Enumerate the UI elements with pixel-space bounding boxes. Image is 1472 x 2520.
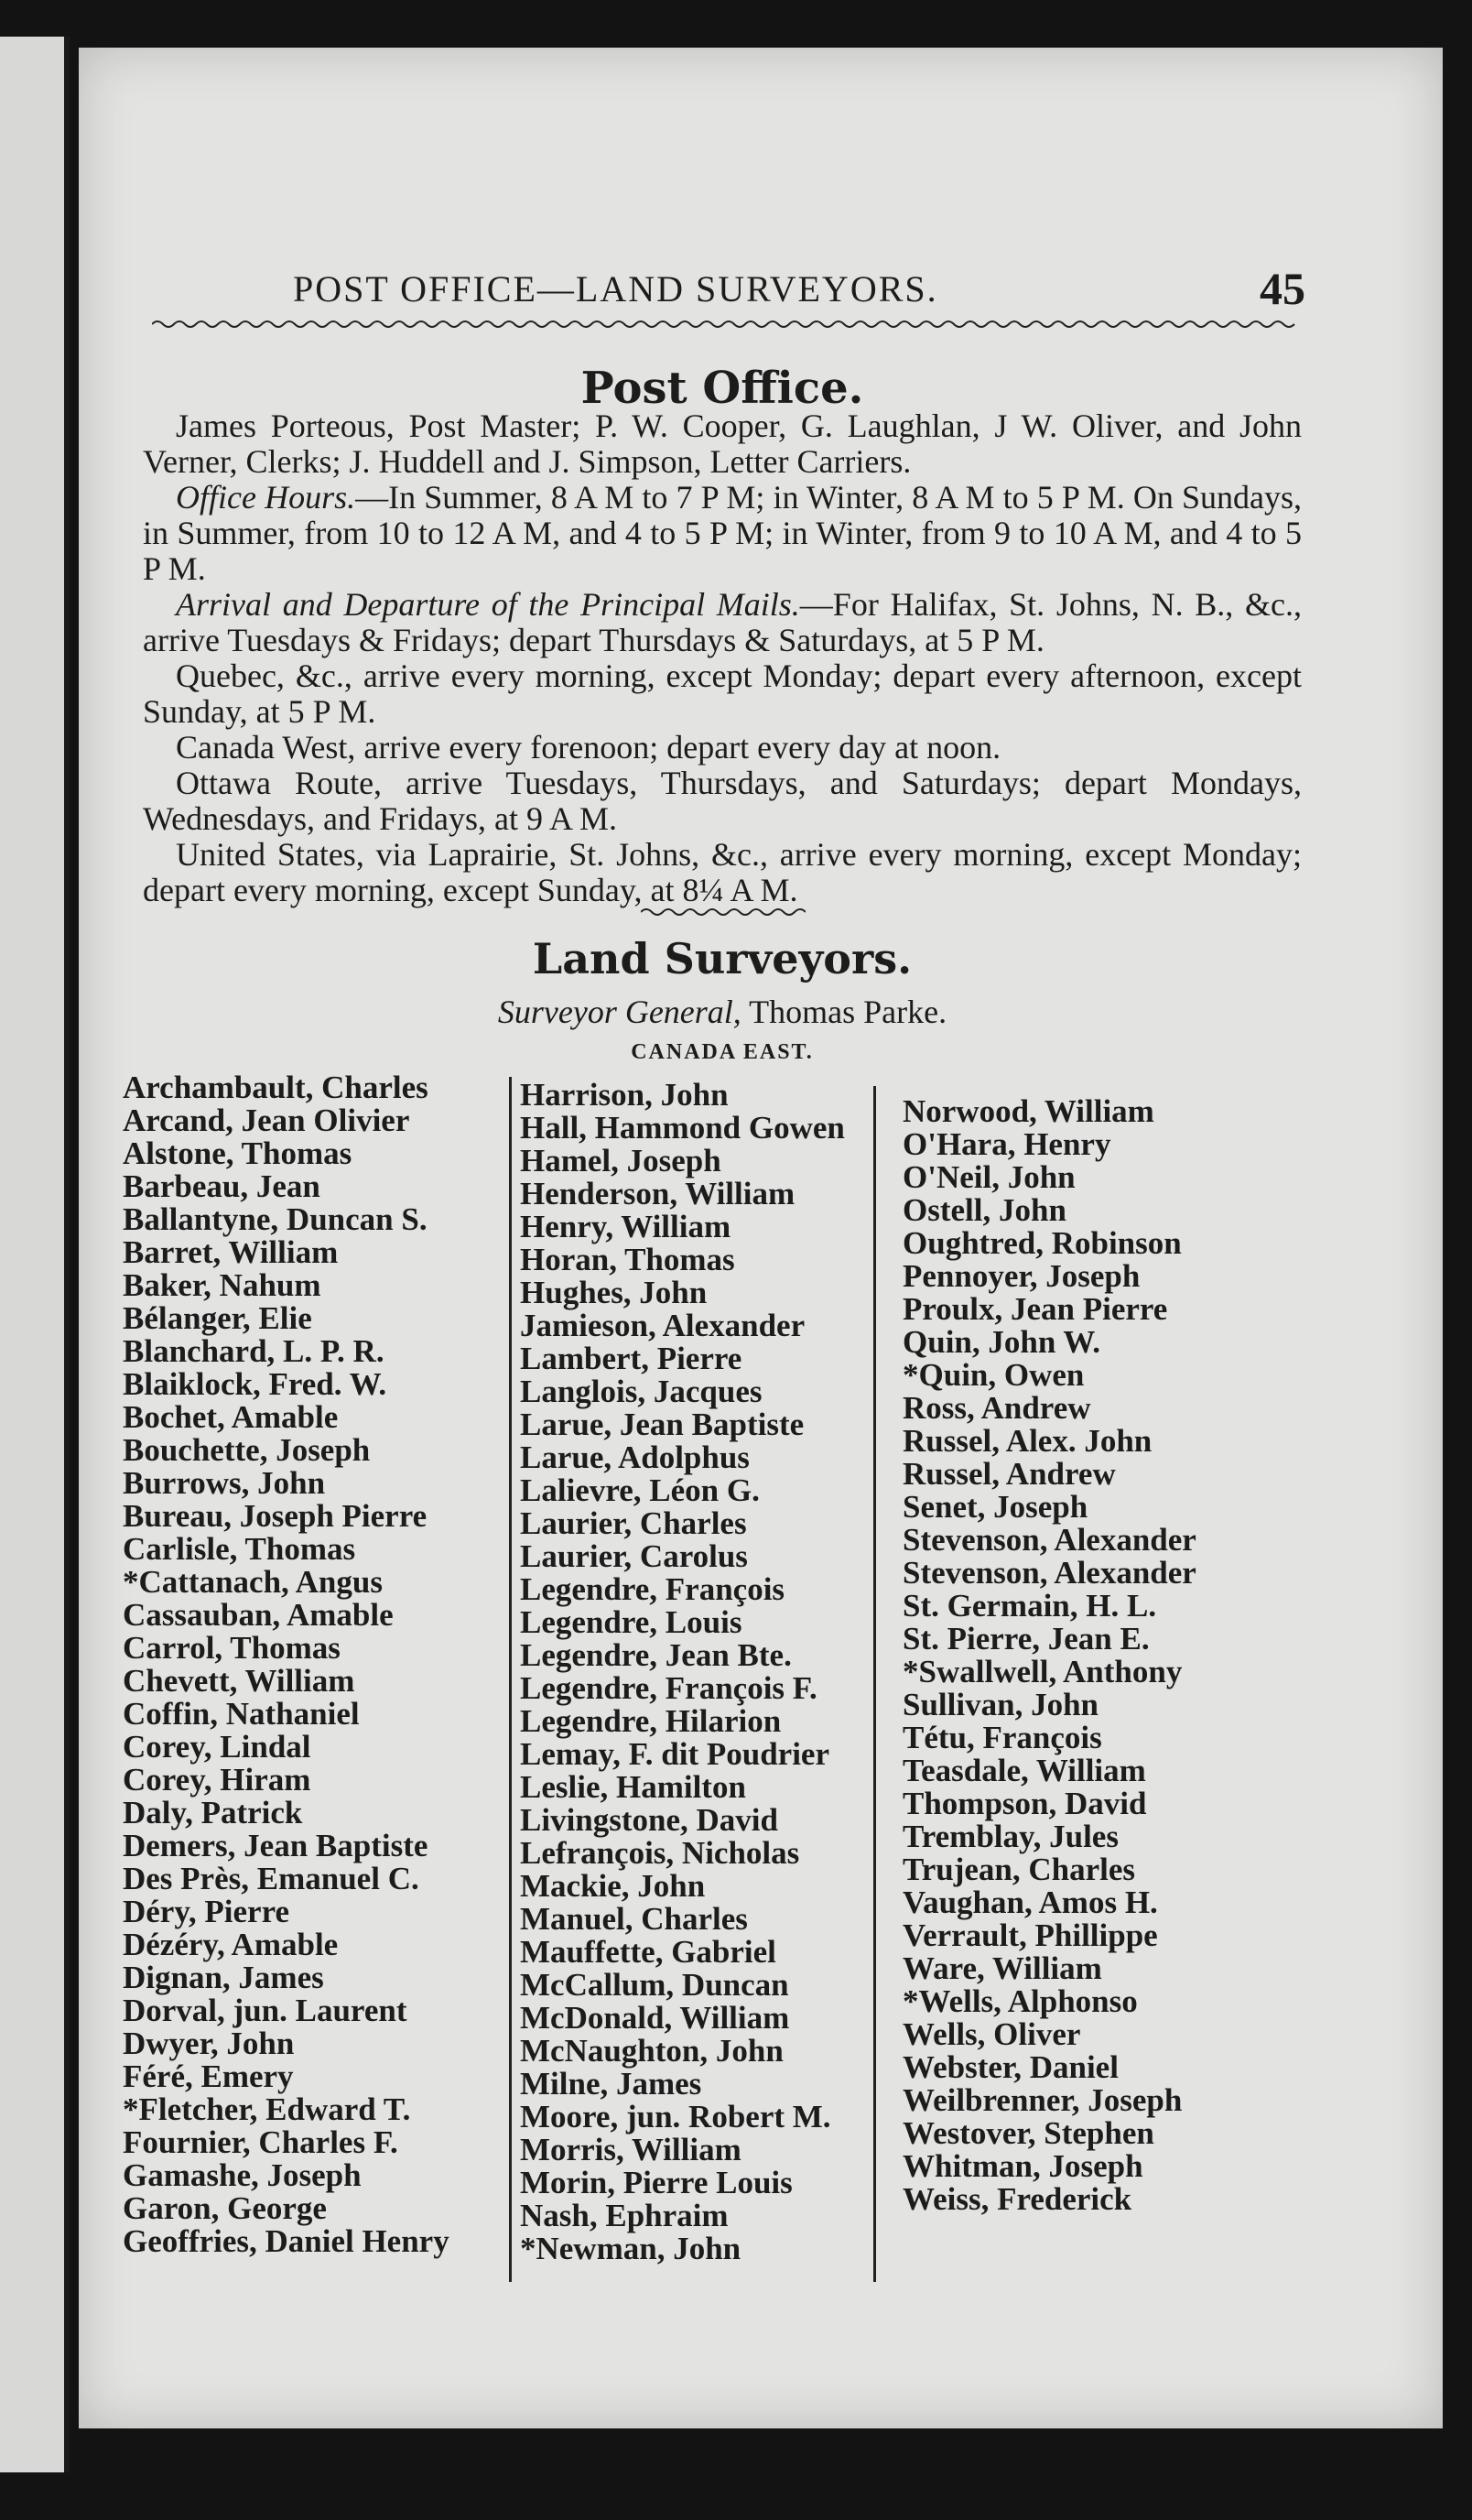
- surveyor-name: Chevett, William: [123, 1663, 355, 1699]
- surveyor-name: Ross, Andrew: [903, 1390, 1091, 1426]
- surveyor-name: *Cattanach, Angus: [123, 1564, 383, 1600]
- surveyor-name: Bouchette, Joseph: [123, 1432, 371, 1468]
- surveyor-name: *Swallwell, Anthony: [903, 1654, 1183, 1689]
- surveyors-column-2: [520, 1079, 845, 2265]
- surveyor-name: Dwyer, John: [123, 2026, 295, 2061]
- mails-text: —For Halifax, St. Johns, N. B., &c., arrive Tuesdays & Fridays; depart Thursdays & Saturdays, at 5 P M.: [143, 586, 1302, 658]
- column-divider-1: [509, 1077, 512, 2282]
- surveyor-general-label: Surveyor General,: [497, 994, 741, 1030]
- surveyor-name: Leslie, Hamilton: [520, 1769, 746, 1805]
- facing-page-edge: [0, 37, 66, 2472]
- surveyor-name: Barbeau, Jean: [123, 1168, 320, 1204]
- surveyor-name: Lalievre, Léon G.: [520, 1472, 760, 1508]
- running-title: POST OFFICE—LAND SURVEYORS.: [293, 268, 938, 310]
- surveyor-name: Corey, Lindal: [123, 1729, 311, 1765]
- surveyor-name: St. Pierre, Jean E.: [903, 1621, 1150, 1656]
- surveyor-name: Russel, Andrew: [903, 1456, 1116, 1492]
- land-surveyors-heading: Land Surveyors.: [532, 934, 913, 983]
- post-office-section: [143, 408, 1302, 908]
- region-heading: CANADA EAST.: [631, 1040, 814, 1064]
- surveyor-name: Legendre, François: [520, 1571, 785, 1607]
- surveyor-name: Bochet, Amable: [123, 1399, 339, 1435]
- surveyor-name: Horan, Thomas: [520, 1242, 735, 1277]
- surveyor-name: Barret, William: [123, 1234, 339, 1270]
- surveyor-name: Larue, Jean Baptiste: [520, 1407, 805, 1442]
- book-spine: [64, 37, 70, 2472]
- surveyor-name: Archambault, Charles: [123, 1070, 428, 1105]
- surveyor-name: Henderson, William: [520, 1176, 796, 1211]
- surveyor-name: Dézéry, Amable: [123, 1927, 339, 1962]
- surveyor-name: Bélanger, Elie: [123, 1300, 312, 1336]
- surveyor-name: Vaughan, Amos H.: [903, 1885, 1158, 1920]
- surveyor-name: Garon, George: [123, 2190, 327, 2226]
- surveyor-name: Trujean, Charles: [903, 1852, 1136, 1887]
- surveyor-name: Quin, John W.: [903, 1324, 1100, 1360]
- surveyor-name: Ware, William: [903, 1950, 1102, 1986]
- surveyor-name: Dignan, James: [123, 1960, 324, 1995]
- surveyor-name: Arcand, Jean Olivier: [123, 1102, 410, 1138]
- surveyor-name: St. Germain, H. L.: [903, 1588, 1157, 1624]
- surveyor-name: Langlois, Jacques: [520, 1374, 763, 1409]
- mails-label: Arrival and Departure of the Principal Mails.: [176, 586, 800, 623]
- surveyor-name: Blanchard, L. P. R.: [123, 1333, 384, 1369]
- surveyor-name: Norwood, William: [903, 1093, 1154, 1129]
- surveyor-name: Geoffries, Daniel Henry: [123, 2223, 449, 2259]
- surveyor-name: Harrison, John: [520, 1077, 729, 1113]
- surveyor-name: Sullivan, John: [903, 1687, 1099, 1722]
- surveyor-name: Corey, Hiram: [123, 1762, 311, 1798]
- surveyor-name: Laurier, Carolus: [520, 1538, 748, 1574]
- mails-quebec: Quebec, &c., arrive every morning, except Monday; depart every afternoon, except Sunday, at 5 P M.: [143, 657, 1302, 730]
- surveyor-name: Whitman, Joseph: [903, 2148, 1143, 2184]
- surveyor-name: Féré, Emery: [123, 2058, 294, 2094]
- surveyor-name: Mauffette, Gabriel: [520, 1934, 776, 1970]
- surveyor-name: Fournier, Charles F.: [123, 2124, 398, 2160]
- surveyor-name: *Fletcher, Edward T.: [123, 2091, 411, 2127]
- surveyor-name: Westover, Stephen: [903, 2115, 1154, 2151]
- post-office-heading: Post Office.: [580, 363, 864, 414]
- ornamental-rule-middle: [641, 907, 806, 918]
- office-hours: [143, 480, 1302, 587]
- surveyor-name: Déry, Pierre: [123, 1894, 290, 1929]
- surveyor-name: Henry, William: [520, 1209, 731, 1244]
- office-hours-label: Office Hours.: [176, 479, 356, 516]
- surveyor-name: Demers, Jean Baptiste: [123, 1828, 428, 1863]
- surveyor-name: Morin, Pierre Louis: [520, 2165, 793, 2200]
- surveyor-name: Webster, Daniel: [903, 2049, 1119, 2085]
- surveyor-name: Carrol, Thomas: [123, 1630, 341, 1666]
- surveyor-name: *Wells, Alphonso: [903, 1983, 1138, 2019]
- surveyor-name: Tremblay, Jules: [903, 1819, 1119, 1854]
- surveyor-name: Legendre, Louis: [520, 1604, 742, 1640]
- page-number: 45: [1260, 263, 1305, 314]
- surveyor-name: Lemay, F. dit Poudrier: [520, 1736, 830, 1772]
- surveyor-name: Livingstone, David: [520, 1802, 778, 1838]
- surveyor-name: Legendre, Hilarion: [520, 1703, 782, 1739]
- surveyor-name: Ballantyne, Duncan S.: [123, 1201, 428, 1237]
- surveyor-name: Dorval, jun. Laurent: [123, 1993, 407, 2028]
- mails-canada-west: Canada West, arrive every forenoon; depart every day at noon.: [176, 729, 1001, 766]
- surveyor-name: Morris, William: [520, 2132, 741, 2167]
- mails-ottawa: Ottawa Route, arrive Tuesdays, Thursdays, and Saturdays; depart Mondays, Wednesdays, and Fridays, at 9 A M.: [143, 765, 1302, 837]
- surveyor-name: Wells, Oliver: [903, 2016, 1081, 2052]
- surveyor-name: Pennoyer, Joseph: [903, 1258, 1141, 1294]
- surveyors-column-1: [123, 1071, 449, 2258]
- surveyor-name: Legendre, François F.: [520, 1670, 817, 1706]
- surveyor-name: Lefrançois, Nicholas: [520, 1835, 800, 1871]
- mails-united-states: United States, via Laprairie, St. Johns, &c., arrive every morning, except Monday; depart every morning, except Sunday, at 8¼ A M.: [143, 836, 1302, 908]
- surveyor-name: Alstone, Thomas: [123, 1135, 352, 1171]
- surveyor-name: Legendre, Jean Bte.: [520, 1637, 792, 1673]
- mails-arrival: [143, 587, 1302, 658]
- surveyor-name: McDonald, William: [520, 2000, 790, 2036]
- surveyor-name: Gamashe, Joseph: [123, 2157, 362, 2193]
- surveyor-name: Lambert, Pierre: [520, 1341, 742, 1376]
- surveyor-name: Weilbrenner, Joseph: [903, 2082, 1183, 2118]
- surveyor-name: O'Neil, John: [903, 1159, 1076, 1195]
- surveyor-name: Proulx, Jean Pierre: [903, 1291, 1168, 1327]
- surveyor-name: Blaiklock, Fred. W.: [123, 1366, 387, 1402]
- surveyor-name: Daly, Patrick: [123, 1795, 303, 1830]
- surveyor-name: Des Près, Emanuel C.: [123, 1861, 419, 1896]
- surveyor-general: [143, 993, 1302, 1031]
- surveyors-column-3: [903, 1095, 1196, 2216]
- surveyor-name: McCallum, Duncan: [520, 1967, 789, 2003]
- ornamental-rule-top: [152, 319, 1300, 330]
- surveyor-name: Oughtred, Robinson: [903, 1225, 1182, 1261]
- column-divider-2: [873, 1086, 876, 2282]
- surveyor-name: Mackie, John: [520, 1868, 706, 1904]
- surveyor-name: Thompson, David: [903, 1786, 1147, 1821]
- surveyor-name: Laurier, Charles: [520, 1505, 747, 1541]
- surveyor-name: O'Hara, Henry: [903, 1126, 1111, 1162]
- post-office-staff: James Porteous, Post Master; P. W. Cooper, G. Laughlan, J W. Oliver, and John Verner, Clerks; J. Huddell and J. Simpson, Letter Carriers.: [143, 407, 1302, 480]
- surveyor-name: Larue, Adolphus: [520, 1439, 750, 1475]
- surveyor-name: Baker, Nahum: [123, 1267, 321, 1303]
- surveyor-name: Tétu, François: [903, 1720, 1102, 1755]
- surveyor-name: *Quin, Owen: [903, 1357, 1085, 1393]
- surveyor-name: Russel, Alex. John: [903, 1423, 1153, 1459]
- surveyor-name: Manuel, Charles: [520, 1901, 748, 1937]
- surveyor-name: Hughes, John: [520, 1275, 708, 1310]
- surveyor-name: *Newman, John: [520, 2231, 741, 2266]
- surveyor-name: Hamel, Joseph: [520, 1143, 721, 1179]
- surveyor-name: Stevenson, Alexander: [903, 1522, 1196, 1558]
- surveyor-name: Moore, jun. Robert M.: [520, 2099, 831, 2134]
- surveyor-name: McNaughton, John: [520, 2033, 784, 2069]
- surveyor-name: Ostell, John: [903, 1192, 1066, 1228]
- surveyor-name: Teasdale, William: [903, 1753, 1146, 1788]
- surveyor-name: Bureau, Joseph Pierre: [123, 1498, 428, 1534]
- surveyor-name: Burrows, John: [123, 1465, 326, 1501]
- surveyor-name: Weiss, Frederick: [903, 2181, 1132, 2217]
- surveyor-name: Senet, Joseph: [903, 1489, 1088, 1525]
- office-hours-text: —In Summer, 8 A M to 7 P M; in Winter, 8 A M to 5 P M. On Sundays, in Summer, from 10 to 12 A M, and 4 to 5 P M; in Winter, from 9 to 10 A M, and 4 to 5 P M.: [143, 479, 1302, 587]
- surveyor-general-name: Thomas Parke.: [749, 994, 947, 1030]
- surveyor-name: Coffin, Nathaniel: [123, 1696, 360, 1732]
- surveyor-name: Jamieson, Alexander: [520, 1308, 806, 1343]
- surveyor-name: Nash, Ephraim: [520, 2198, 729, 2233]
- surveyor-name: Hall, Hammond Gowen: [520, 1110, 845, 1146]
- surveyor-name: Milne, James: [520, 2066, 702, 2102]
- surveyor-name: Stevenson, Alexander: [903, 1555, 1196, 1591]
- surveyor-name: Cassauban, Amable: [123, 1597, 394, 1633]
- surveyor-name: Verrault, Phillippe: [903, 1917, 1158, 1953]
- surveyor-name: Carlisle, Thomas: [123, 1531, 356, 1567]
